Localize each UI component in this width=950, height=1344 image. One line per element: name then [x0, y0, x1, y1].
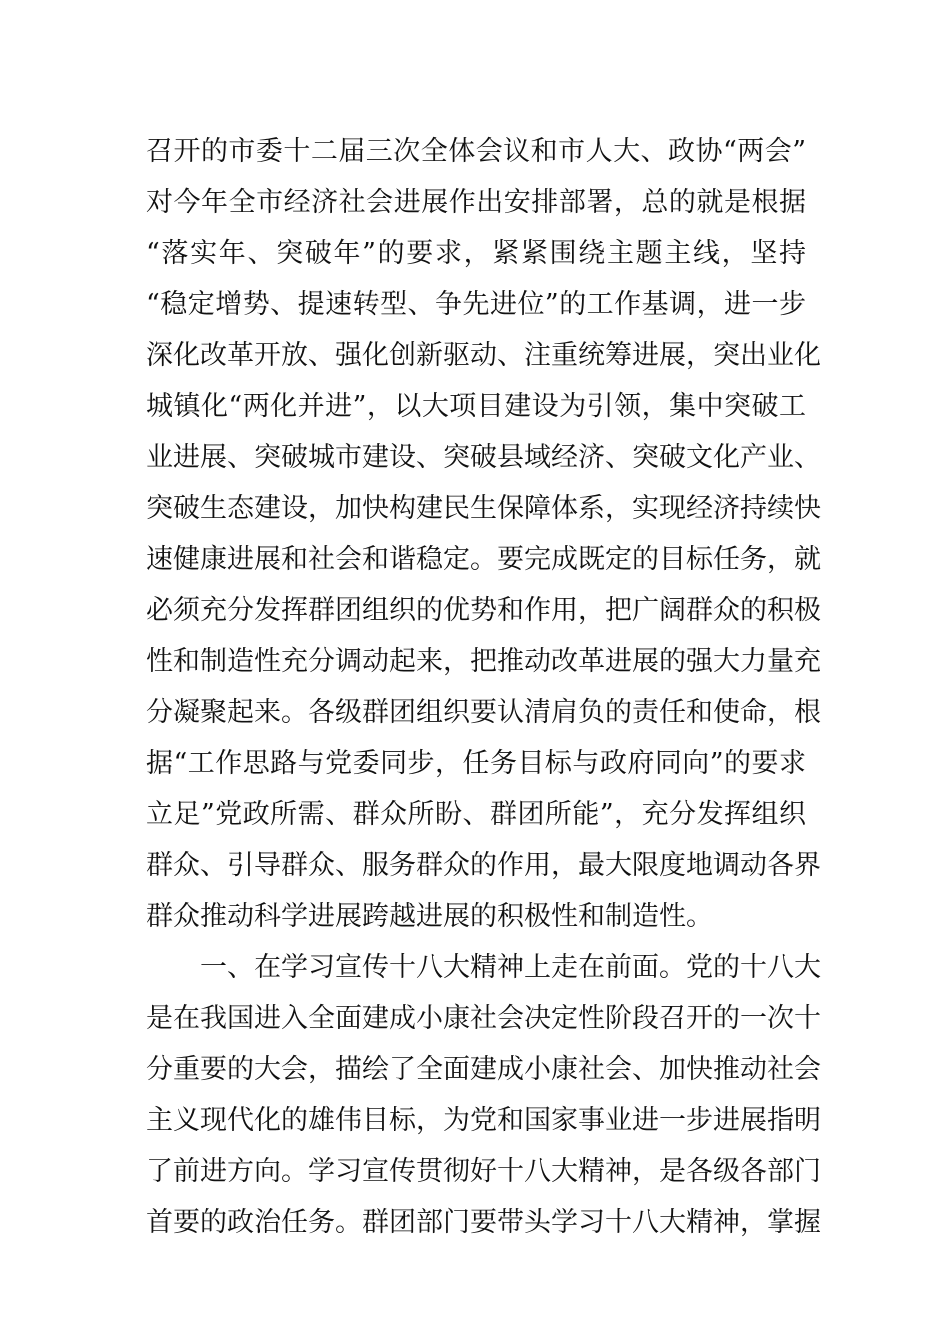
text-line: 突破生态建设，加快构建民生保障体系，实现经济持续快 — [146, 493, 821, 524]
paragraph-1 — [146, 126, 821, 942]
text-line: 城镇化“两化并进”，以大项目建设为引领，集中突破工 — [146, 391, 806, 422]
text-line: 分凝聚起来。各级群团组织要认清肩负的责任和使命，根 — [146, 697, 821, 728]
paragraph-2 — [146, 942, 821, 1248]
text-line: 召开的市委十二届三次全体会议和市人大、政协“两会” — [146, 136, 806, 167]
text-line: “落实年、突破年”的要求，紧紧围绕主题主线，坚持 — [146, 238, 806, 269]
text-line: 据“工作思路与党委同步，任务目标与政府同向”的要求 — [146, 748, 806, 779]
text-line: 分重要的大会，描绘了全面建成小康社会、加快推动社会 — [146, 1054, 821, 1085]
text-line: 业进展、突破城市建设、突破县域经济、突破文化产业、 — [146, 442, 821, 473]
text-line: 必须充分发挥群团组织的优势和作用，把广阔群众的积极 — [146, 595, 821, 626]
text-line: 性和制造性充分调动起来，把推动改革进展的强大力量充 — [146, 646, 821, 677]
text-line: 了前进方向。学习宣传贯彻好十八大精神，是各级各部门 — [146, 1156, 821, 1187]
text-line: 主义现代化的雄伟目标，为党和国家事业进一步进展指明 — [146, 1105, 821, 1136]
text-line: 群众、引导群众、服务群众的作用，最大限度地调动各界 — [146, 850, 821, 881]
text-line: “稳定增势、提速转型、争先进位”的工作基调，进一步 — [146, 289, 806, 320]
body-text — [146, 126, 821, 1248]
text-line: 立足”党政所需、群众所盼、群团所能”，充分发挥组织 — [146, 799, 806, 830]
text-line: 首要的政治任务。群团部门要带头学习十八大精神，掌握 — [146, 1207, 821, 1238]
text-line: 一、在学习宣传十八大精神上走在前面。党的十八大 — [200, 952, 821, 983]
text-line: 是在我国进入全面建成小康社会决定性阶段召开的一次十 — [146, 1003, 821, 1034]
text-line: 深化改革开放、强化创新驱动、注重统筹进展，突出业化 — [146, 340, 821, 371]
text-line: 群众推动科学进展跨越进展的积极性和制造性。 — [146, 901, 713, 932]
text-line: 速健康进展和社会和谐稳定。要完成既定的目标任务，就 — [146, 544, 821, 575]
text-line: 对今年全市经济社会进展作出安排部署，总的就是根据 — [146, 187, 806, 218]
